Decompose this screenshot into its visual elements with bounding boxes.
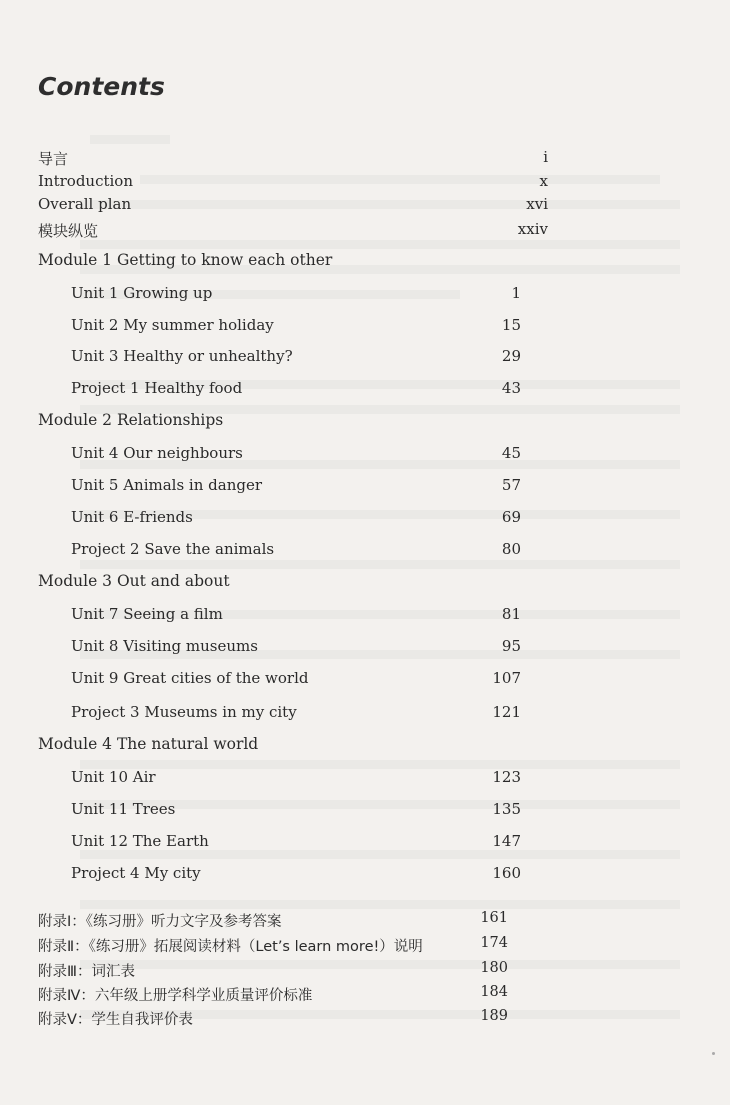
toc-entry-label: Unit 10 Air: [71, 768, 156, 786]
toc-entry-unit[interactable]: [71, 669, 521, 693]
toc-entry-label: Introduction: [38, 172, 133, 190]
toc-entry-label: 附录Ⅰ：《练习册》听力文字及参考答案: [38, 914, 282, 930]
toc-entry-label: Unit 11 Trees: [71, 800, 176, 818]
toc-entry-page: xxiv: [517, 220, 548, 238]
toc-entry-page: i: [543, 148, 548, 166]
toc-entry-page: 180: [480, 960, 508, 976]
toc-entry-label: Unit 7 Seeing a film: [71, 605, 223, 623]
toc-entry-label: Project 3 Museums in my city: [71, 703, 297, 721]
toc-entry-project[interactable]: [71, 379, 521, 403]
toc-entry-label: Unit 2 My summer holiday: [71, 316, 274, 334]
toc-entry-label: Project 1 Healthy food: [71, 379, 243, 397]
toc-entry-unit[interactable]: [71, 476, 521, 500]
toc-entry-label: Unit 1 Growing up: [71, 284, 213, 302]
toc-entry-label: 附录Ⅲ：词汇表: [38, 964, 135, 980]
toc-entry-appendix[interactable]: [38, 984, 528, 1008]
toc-entry-page: 107: [492, 669, 521, 687]
toc-entry-label: Unit 9 Great cities of the world: [71, 669, 309, 687]
toc-entry-label: 附录Ⅳ：六年级上册学科学业质量评价标准: [38, 988, 313, 1004]
toc-entry-unit[interactable]: [71, 800, 521, 824]
toc-module-heading[interactable]: [38, 411, 558, 435]
toc-entry-page: 189: [480, 1008, 508, 1024]
toc-entry-appendix[interactable]: [38, 935, 528, 959]
toc-entry-project[interactable]: [71, 864, 521, 888]
toc-entry-page: 123: [492, 768, 521, 786]
toc-entry-page: 184: [480, 984, 508, 1000]
toc-entry-unit[interactable]: [71, 508, 521, 532]
module-title: Module 3 Out and about: [38, 572, 230, 590]
toc-entry-page: 81: [501, 605, 521, 623]
toc-entry-front[interactable]: [38, 148, 548, 172]
toc-entry-label: Unit 4 Our neighbours: [71, 444, 243, 462]
toc-entry-page: 147: [492, 832, 521, 850]
toc-entry-unit[interactable]: [71, 605, 521, 629]
module-title: Module 2 Relationships: [38, 411, 224, 429]
toc-entry-unit[interactable]: [71, 347, 521, 371]
toc-entry-page: 95: [501, 637, 521, 655]
toc-entry-unit[interactable]: [71, 444, 521, 468]
toc-entry-label: Project 4 My city: [71, 864, 201, 882]
toc-module-heading[interactable]: [38, 572, 558, 596]
toc-entry-unit[interactable]: [71, 284, 521, 308]
toc-entry-label: Unit 8 Visiting museums: [71, 637, 258, 655]
toc-entry-page: 43: [501, 379, 521, 397]
toc-entry-label: 模块纵览: [38, 222, 99, 240]
toc-entry-front[interactable]: [38, 172, 548, 196]
toc-entry-label: 导言: [38, 150, 69, 168]
toc-entry-page: x: [539, 172, 548, 190]
toc-entry-appendix[interactable]: [38, 1008, 528, 1032]
toc-entry-label: Unit 5 Animals in danger: [71, 476, 263, 494]
toc-entry-label: Project 2 Save the animals: [71, 540, 275, 558]
toc-entry-page: 69: [501, 508, 521, 526]
toc-entry-page: xvi: [526, 195, 548, 213]
toc-entry-label: Unit 6 E-friends: [71, 508, 193, 526]
toc-entry-front[interactable]: [38, 195, 548, 219]
toc-entry-appendix[interactable]: [38, 960, 528, 984]
toc-module-heading[interactable]: [38, 251, 558, 275]
toc-module-heading[interactable]: [38, 735, 558, 759]
module-title: Module 1 Getting to know each other: [38, 251, 333, 269]
toc-entry-page: 45: [501, 444, 521, 462]
toc-entry-page: 135: [492, 800, 521, 818]
toc-entry-unit[interactable]: [71, 637, 521, 661]
toc-entry-project[interactable]: [71, 540, 521, 564]
toc-entry-unit[interactable]: [71, 832, 521, 856]
toc-entry-label: Overall plan: [38, 195, 132, 213]
toc-entry-label: 附录Ⅴ：学生自我评价表: [38, 1012, 193, 1028]
toc-entry-page: 161: [480, 910, 508, 926]
toc-entry-unit[interactable]: [71, 768, 521, 792]
toc-entry-page: 29: [501, 347, 521, 365]
toc-entry-page: 121: [492, 703, 521, 721]
toc-entry-project[interactable]: [71, 703, 521, 727]
module-title: Module 4 The natural world: [38, 735, 259, 753]
page-title: Contents: [38, 72, 165, 101]
page-mark: [712, 1052, 715, 1055]
toc-entry-label: 附录Ⅱ：《练习册》拓展阅读材料（Let’s learn more!）说明: [38, 939, 423, 955]
toc-entry-page: 15: [501, 316, 521, 334]
toc-entry-page: 80: [501, 540, 521, 558]
toc-entry-page: 1: [511, 284, 521, 302]
toc-entry-label: Unit 12 The Earth: [71, 832, 209, 850]
toc-entry-page: 57: [501, 476, 521, 494]
toc-entry-page: 174: [480, 935, 508, 951]
toc-entry-front[interactable]: [38, 220, 548, 244]
toc-entry-unit[interactable]: [71, 316, 521, 340]
toc-entry-label: Unit 3 Healthy or unhealthy?: [71, 347, 293, 365]
toc-entry-page: 160: [492, 864, 521, 882]
toc-entry-appendix[interactable]: [38, 910, 528, 934]
